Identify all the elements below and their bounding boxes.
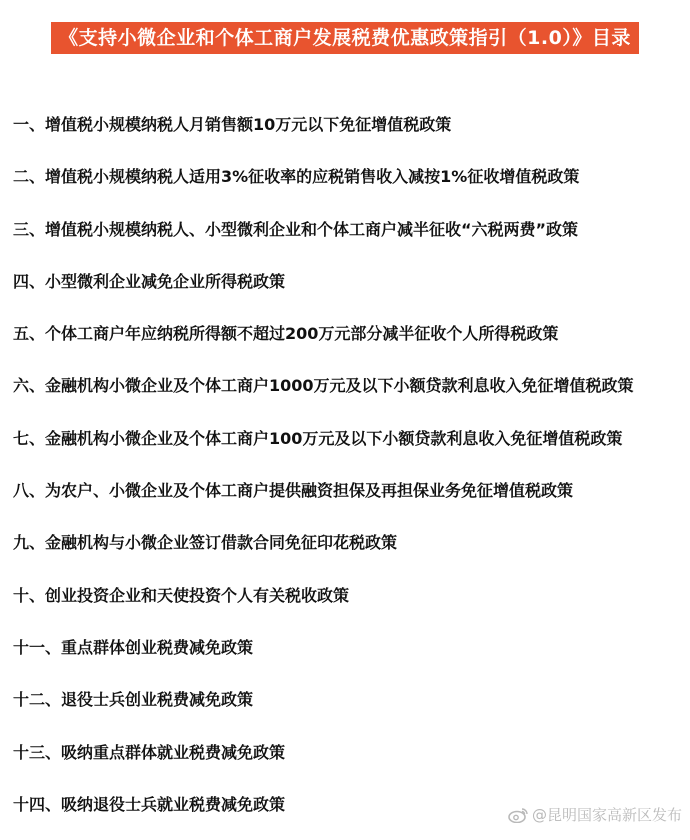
toc-item: 二、增值税小规模纳税人适用3%征收率的应税销售收入减按1%征收增值税政策 bbox=[13, 167, 580, 187]
watermark-text: @昆明国家高新区发布 bbox=[531, 806, 682, 824]
toc-item: 十一、重点群体创业税费减免政策 bbox=[13, 637, 254, 657]
toc-item: 十四、吸纳退役士兵就业税费减免政策 bbox=[13, 794, 286, 814]
toc-item: 六、金融机构小微企业及个体工商户1000万元及以下小额贷款利息收入免征增值税政策 bbox=[13, 376, 634, 396]
toc-item: 四、小型微利企业减免企业所得税政策 bbox=[13, 271, 286, 291]
table-of-contents bbox=[13, 108, 683, 840]
toc-item: 八、为农户、小微企业及个体工商户提供融资担保及再担保业务免征增值税政策 bbox=[13, 481, 574, 501]
weibo-icon bbox=[508, 807, 528, 823]
toc-item: 十三、吸纳重点群体就业税费减免政策 bbox=[13, 742, 286, 762]
watermark bbox=[508, 804, 682, 825]
toc-item: 十、创业投资企业和天使投资个人有关税收政策 bbox=[13, 585, 350, 605]
title-container bbox=[0, 22, 690, 54]
toc-item: 十二、退役士兵创业税费减免政策 bbox=[13, 690, 254, 710]
toc-item: 一、增值税小规模纳税人月销售额10万元以下免征增值税政策 bbox=[13, 115, 452, 134]
toc-item: 五、个体工商户年应纳税所得额不超过200万元部分减半征收个人所得税政策 bbox=[13, 324, 559, 344]
document-title: 《支持小微企业和个体工商户发展税费优惠政策指引（1.0）》目录 bbox=[51, 22, 639, 54]
toc-item: 九、金融机构与小微企业签订借款合同免征印花税政策 bbox=[13, 533, 398, 553]
toc-item: 七、金融机构小微企业及个体工商户100万元及以下小额贷款利息收入免征增值税政策 bbox=[13, 428, 623, 448]
toc-item: 三、增值税小规模纳税人、小型微利企业和个体工商户减半征收“六税两费”政策 bbox=[13, 219, 579, 239]
